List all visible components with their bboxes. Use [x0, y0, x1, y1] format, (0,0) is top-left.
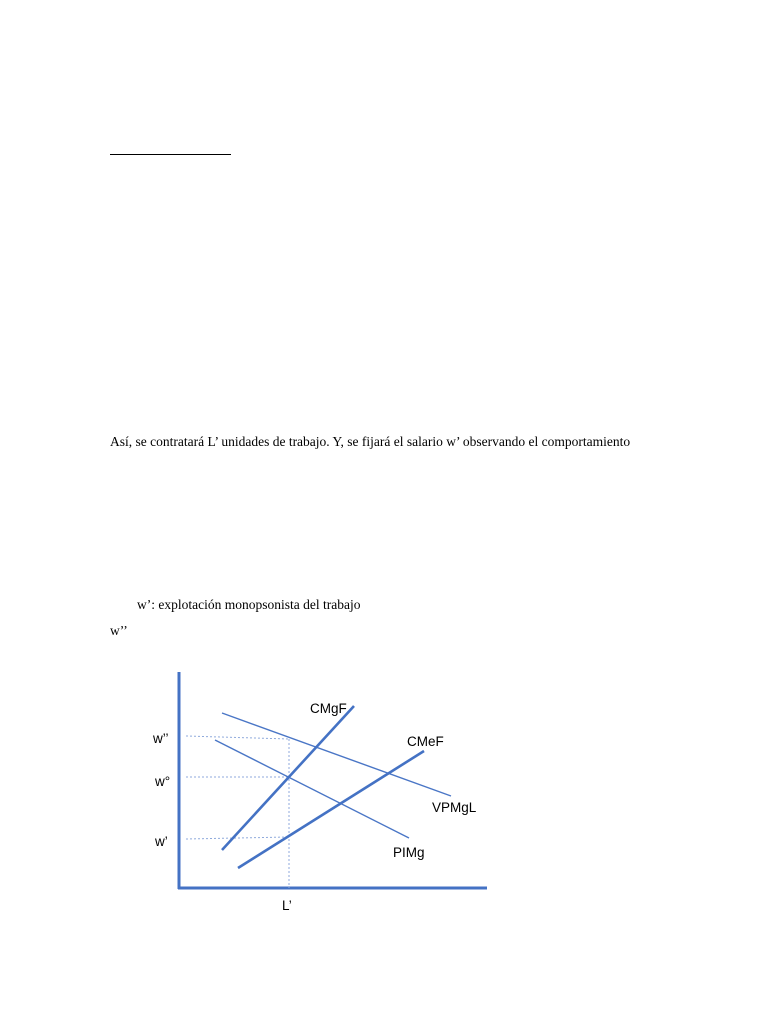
label-vpmgl: VPMgL	[432, 800, 477, 815]
label-w-prime: w’	[155, 834, 168, 849]
label-cmgf: CMgF	[310, 701, 347, 716]
paragraph-explotacion: w’: explotación monopsonista del trabajo	[137, 597, 361, 612]
cmgf-curve	[222, 706, 354, 850]
label-cmef: CMeF	[407, 734, 444, 749]
label-w-degree: w°	[155, 774, 171, 789]
label-w-double-prime: w’’	[153, 731, 169, 746]
label-l-prime: L’	[282, 898, 292, 913]
paragraph-contratacion: Así, se contratará L’ unidades de trabajo. Y, se fijará el salario w’ observando el comportamiento	[110, 434, 631, 449]
paragraph-w-double-prime: w’’	[110, 623, 128, 638]
guide-w-double-prime	[186, 736, 289, 739]
guide-w-prime	[186, 837, 289, 839]
label-pimg: PIMg	[393, 845, 425, 860]
pimg-curve	[215, 740, 409, 838]
